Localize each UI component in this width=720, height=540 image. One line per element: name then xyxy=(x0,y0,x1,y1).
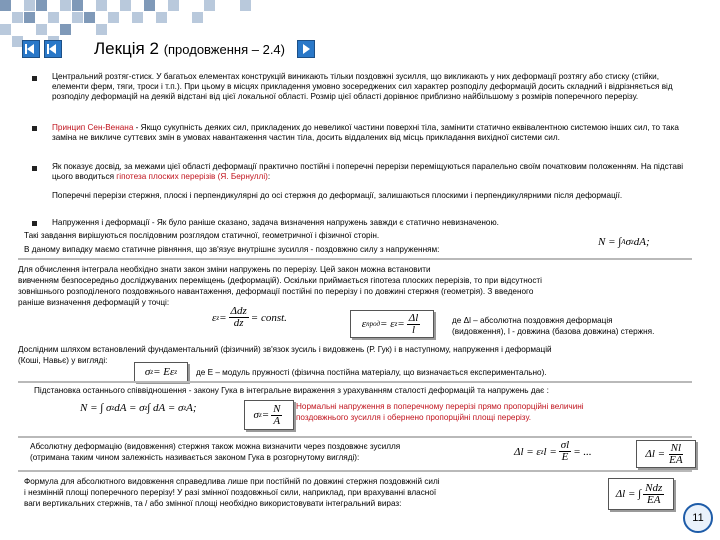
title-text: Лекція 2 xyxy=(94,39,159,58)
bullet-plane-sections xyxy=(52,162,692,182)
formula-strain-definition: ε z = $\frac{\text{Δdz}}{dz}$ = const. xyxy=(212,305,287,329)
stresses-line-3: В даному випадку маємо статичне рівняння, що зв'язує внутрішнє зусилля - поздовжню силу з напруженням: xyxy=(24,245,440,254)
first-slide-button[interactable] xyxy=(22,40,40,58)
stresses-line-1: Напруження і деформації - Як було раніше сказано, задача визначення напружень завжди є статично невизначеною. xyxy=(52,218,499,227)
substitution-text: Підстановка останнього співвідношення - закону Гука в інтегральне вираження з урахуванням сталості деформацій та напружень дає : xyxy=(34,386,549,395)
formula-hooke-law: σ z = Eε z xyxy=(134,362,188,382)
plane-sections-hypothesis: гіпотеза плоских перерізів (Я. Бернуллі) xyxy=(116,172,268,181)
divider xyxy=(18,470,692,472)
integral-line-4: раніше визначення деформацій у точці: xyxy=(18,298,170,307)
bullet-marker xyxy=(32,126,37,131)
final-line-2: і незмінній площі поперечного перерізу! У разі змінної поздовжньої сили, наприклад, при врахуванні власної xyxy=(24,488,437,497)
formula-elongation: Δl = ε z l = $\frac{\sigma l}{E}$ = ... xyxy=(514,439,592,463)
integral-line-1: Для обчислення інтеграла необхідно знати закон зміни напружень по перерізу. Цей закон можна встановити xyxy=(18,265,431,274)
integral-line-2: вивченням безпосередньо досліджуваних переміщень (деформацій). Оскільки приймається гіпотеза плоских перерізів, то при відсутності xyxy=(18,276,542,285)
bernoulli-note: Поперечні перерізи стержня, плоскі і перпендикулярні до осі стержня до деформації, залишаються плоскими і перпендикулярними після деформації. xyxy=(52,191,623,200)
formula-normal-stress: σ z = $\frac{N}{A}$ xyxy=(244,400,294,430)
final-line-1: Формула для абсолютного видовження справедлива лише при постійній по довжині стержня поздовжній силі xyxy=(24,477,440,486)
bullet-marker xyxy=(32,166,37,171)
absolute-strain-line-2: (отримана таким чином залежність називається законом Гука в розгорнутому вигляді): xyxy=(30,453,360,462)
absolute-strain-line-1: Абсолютну деформацію (видовження) стержня також можна визначити через поздовжнє зусилля xyxy=(30,442,401,451)
plane-sections-text: Як показує досвід, за межами цієї області деформації практично постійні і поперечні перерізи переміщуються паралельно своїм початковим положенням. На підставі цього вводиться xyxy=(52,162,684,181)
formula-strain-box: ε прод = ε z = $\frac{\Delta l}{l}$ xyxy=(350,310,434,338)
formula-hooke-expanded: Δl = $\frac{Nl}{EA}$ xyxy=(636,440,696,468)
normal-stress-note-2: поздовжнього зусилля і обернено пропорційні площі перерізу. xyxy=(296,413,532,422)
divider xyxy=(18,258,692,260)
integral-line-3-text: зовнішнього розподіленого поздовжнього навантаження, деформації постійні по перерізу і по довжині стержня (геометрія). З введеного xyxy=(18,287,534,296)
page-title xyxy=(94,39,285,59)
hooke-line-2: (Коші, Навьє) у вигляді: xyxy=(18,356,108,365)
hooke-note: де E – модуль пружності (фізична постійна матеріалу, що визначається експериментально). xyxy=(196,368,547,377)
plane-sections-colon: : xyxy=(267,172,271,181)
normal-stress-note-1: Нормальні напруження в поперечному перерізі прямо пропорційні величині xyxy=(296,402,584,411)
stresses-line-2: Такі завдання вирішуються послідовним розглядом статичної, геометричної і фізичної сторін. xyxy=(24,231,380,240)
formula-integral-substitution: N = ∫ σ z dA = σ z ∫ dA = σ z A; xyxy=(80,402,197,414)
hooke-line-1: Дослідним шляхом встановлений фундаментальний (фізичний) зв'язок зусиль і видовжень (Р. Гук) і в наступному, напруження і деформацій xyxy=(18,345,552,354)
previous-slide-button[interactable] xyxy=(44,40,62,58)
formula-static-equation: N = ∫ A σ z dA; xyxy=(598,236,650,248)
divider xyxy=(18,436,692,438)
next-slide-button[interactable] xyxy=(297,40,315,58)
bullet-central-tension: Центральний розтяг-стиск. У багатьох елементах конструкцій виникають тільки поздовжні зусилля, що викликають у них деформації розтягу або стиску (стійки, елементи ферм, тяги, троси і т.п.). При цьому в місцях прикладення умовно зосереджених сил характер розподілу деформацій досить складний і відрізняється від розподілу деформацій на деякій відстані від цієї локальної області. Розмір цієї області дорівнює приблизно найбільшому з розмірів поперечного перерізу. xyxy=(52,72,673,101)
strain-note-2: (видовження), l - довжина (базова довжина) стержня. xyxy=(452,327,655,336)
divider xyxy=(18,381,692,383)
bullet-marker xyxy=(32,221,37,226)
final-line-3: ваги вертикальних стержнів, та / або змінної площі необхідно використовувати інтегральний вираз: xyxy=(24,499,402,508)
integral-line-3 xyxy=(18,287,708,297)
bullet-marker xyxy=(32,76,37,81)
title-bar xyxy=(22,38,315,60)
saint-venant-text: - Якщо сукупність деяких сил, прикладених до невеликої частини поверхні тіла, замінити статично еквівалентною системою інших сил, то така заміна не викличе суттєвих змін в умовах навантаження частин тіла, досить віддалених від місць прикладання вихідної системи сил. xyxy=(52,123,679,142)
formula-integral-elongation: Δl = ∫ $\frac{\text{Ndz}}{EA}$ xyxy=(608,478,674,510)
strain-note-1: де Δl – абсолютна поздовжня деформація xyxy=(452,316,613,325)
bullet-saint-venant xyxy=(52,123,692,143)
page-number: 11 xyxy=(683,503,713,533)
title-subtitle: (продовження – 2.4) xyxy=(163,42,285,57)
saint-venant-term: Принцип Сен-Венана xyxy=(52,123,134,132)
